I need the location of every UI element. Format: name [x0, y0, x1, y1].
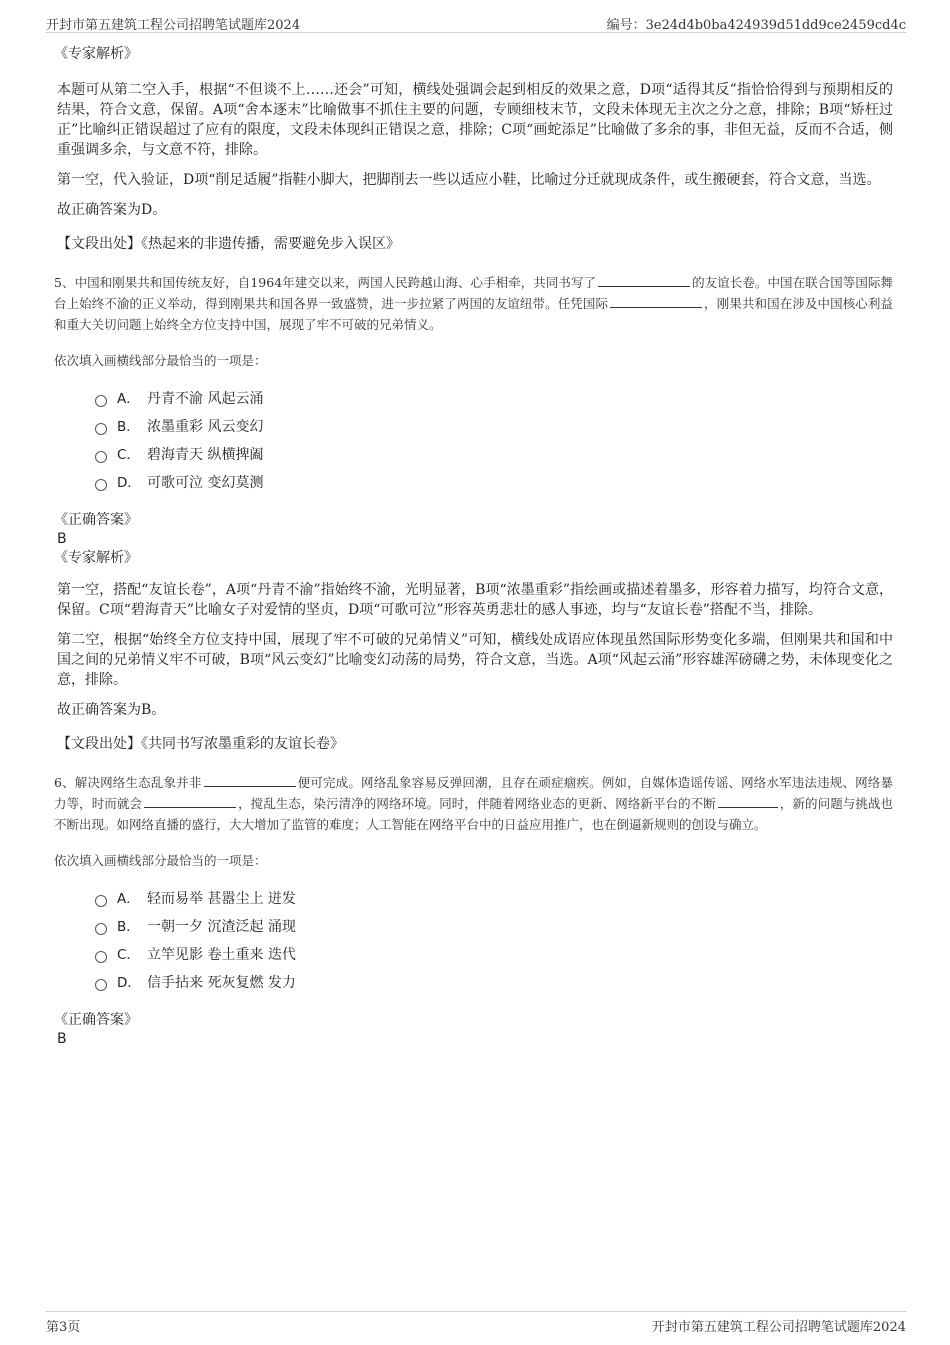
analysis-paragraph: 第一空，搭配“友谊长卷”，A项“丹青不渝”指始终不渝，光明显著，B项“浓墨重彩”指绘画或描述着墨多，形容着力描写，均符合文意，保留。C项“碧海青天”比喻女子对爱情的坚贞，D项“可歌可泣”形容英勇悲壮的感人事迹，均与“友谊长卷”搭配不当，排除。 — [57, 582, 893, 618]
correct-answer-label: 《正确答案》 — [54, 512, 138, 528]
radio-icon[interactable] — [95, 451, 107, 463]
radio-icon[interactable] — [95, 895, 107, 907]
blank-line — [598, 272, 690, 287]
radio-icon[interactable] — [95, 395, 107, 407]
header-title: 开封市第五建筑工程公司招聘笔试题库2024 — [46, 18, 301, 33]
radio-icon[interactable] — [95, 979, 107, 991]
question-6-options — [95, 885, 893, 997]
passage-source: 【文段出处】《热起来的非遗传播，需要避免步入误区》 — [57, 236, 400, 252]
option-d[interactable]: D． 信手拈来 死灰复燃 发力 — [95, 969, 893, 997]
blank-line — [718, 793, 778, 808]
correct-answer-value: B — [57, 531, 67, 547]
option-c[interactable]: C． 立竿见影 卷土重来 迭代 — [95, 941, 893, 969]
option-b[interactable]: B． 浓墨重彩 风云变幻 — [95, 413, 893, 441]
option-a[interactable]: A． 丹青不渝 风起云涌 — [95, 385, 893, 413]
expert-analysis-label: 《专家解析》 — [54, 46, 138, 62]
expert-analysis-label: 《专家解析》 — [54, 550, 138, 566]
page-header — [46, 12, 906, 33]
option-c[interactable]: C． 碧海青天 纵横捭阖 — [95, 441, 893, 469]
correct-answer-value: B — [57, 1031, 67, 1047]
analysis-paragraph: 本题可从第二空入手，根据“不但谈不上……还会”可知，横线处强调会起到相反的效果之意，D项“适得其反”指恰恰得到与预期相反的结果，符合文意，保留。A项“舍本逐末”比喻做事不抓住主要的问题，专顾细枝末节，文段未体现无主次之分之意，排除；B项“矫枉过正”比喻纠正错误超过了应有的限度，文段未体现纠正错误之意，排除；C项“画蛇添足”比喻做了多余的事，非但无益，反而不合适，侧重强调多余，与文意不符，排除。 — [57, 82, 893, 158]
page-footer — [46, 1311, 906, 1334]
blank-line — [610, 293, 702, 308]
page-number: 第3页 — [46, 1320, 81, 1335]
question-6-stem: 6、解决网络生态乱象并非 便可完成。网络乱象容易反弹回潮，且存在顽症痼疾。例如，自媒体造谣传谣、网络水军违法违规、网络暴力等，时而就会 ，搅乱生态，染污清净的网络环境。同时，伴随着网络业态的更新、网络新平台的不断 ，新的问题与挑战也不断出现。如网络直播的盛行，大大增加了监管的难度；人工智能在网络平台中的日益应用推广，也在倒逼新规则的创设与确立。 — [54, 772, 893, 835]
radio-icon[interactable] — [95, 923, 107, 935]
question-5-stem: 5、中国和刚果共和国传统友好，自1964年建交以来，两国人民跨越山海、心手相牵，共同书写了 的友谊长卷。中国在联合国等国际舞台上始终不渝的正义举动，得到刚果共和国各界一致盛赞，进一步拉紧了两国的友谊纽带。任凭国际 ，刚果共和国在涉及中国核心利益和重大关切问题上始终全方位支持中国，展现了牢不可破的兄弟情义。 — [54, 272, 893, 335]
question-5-options — [95, 385, 893, 497]
question-6-instruction: 依次填入画横线部分最恰当的一项是： — [54, 853, 267, 868]
header-code: 编号：3e24d4b0ba424939d51dd9ce2459cd4c — [606, 18, 906, 33]
analysis-paragraph: 故正确答案为D。 — [57, 202, 167, 218]
analysis-paragraph: 故正确答案为B。 — [57, 702, 166, 718]
passage-source: 【文段出处】《共同书写浓墨重彩的友谊长卷》 — [57, 736, 344, 752]
option-d[interactable]: D． 可歌可泣 变幻莫测 — [95, 469, 893, 497]
radio-icon[interactable] — [95, 951, 107, 963]
radio-icon[interactable] — [95, 423, 107, 435]
option-b[interactable]: B． 一朝一夕 沉渣泛起 涌现 — [95, 913, 893, 941]
analysis-paragraph: 第一空，代入验证，D项“削足适履”指鞋小脚大，把脚削去一些以适应小鞋，比喻过分迁就现成条件，或生搬硬套，符合文意，当选。 — [57, 172, 881, 188]
page-content — [54, 44, 893, 1049]
radio-icon[interactable] — [95, 479, 107, 491]
analysis-paragraph: 第二空，根据“始终全方位支持中国，展现了牢不可破的兄弟情义”可知，横线处成语应体现虽然国际形势变化多端，但刚果共和国和中国之间的兄弟情义牢不可破，B项“风云变幻”比喻变幻动荡的局势，符合文意，当选。A项“风起云涌”形容雄浑磅礴之势，未体现变化之意，排除。 — [57, 632, 893, 688]
blank-line — [144, 793, 236, 808]
correct-answer-label: 《正确答案》 — [54, 1012, 138, 1028]
option-a[interactable]: A． 轻而易举 甚嚣尘上 迸发 — [95, 885, 893, 913]
footer-title: 开封市第五建筑工程公司招聘笔试题库2024 — [651, 1320, 906, 1335]
blank-line — [204, 772, 296, 787]
question-5-instruction: 依次填入画横线部分最恰当的一项是： — [54, 353, 267, 368]
